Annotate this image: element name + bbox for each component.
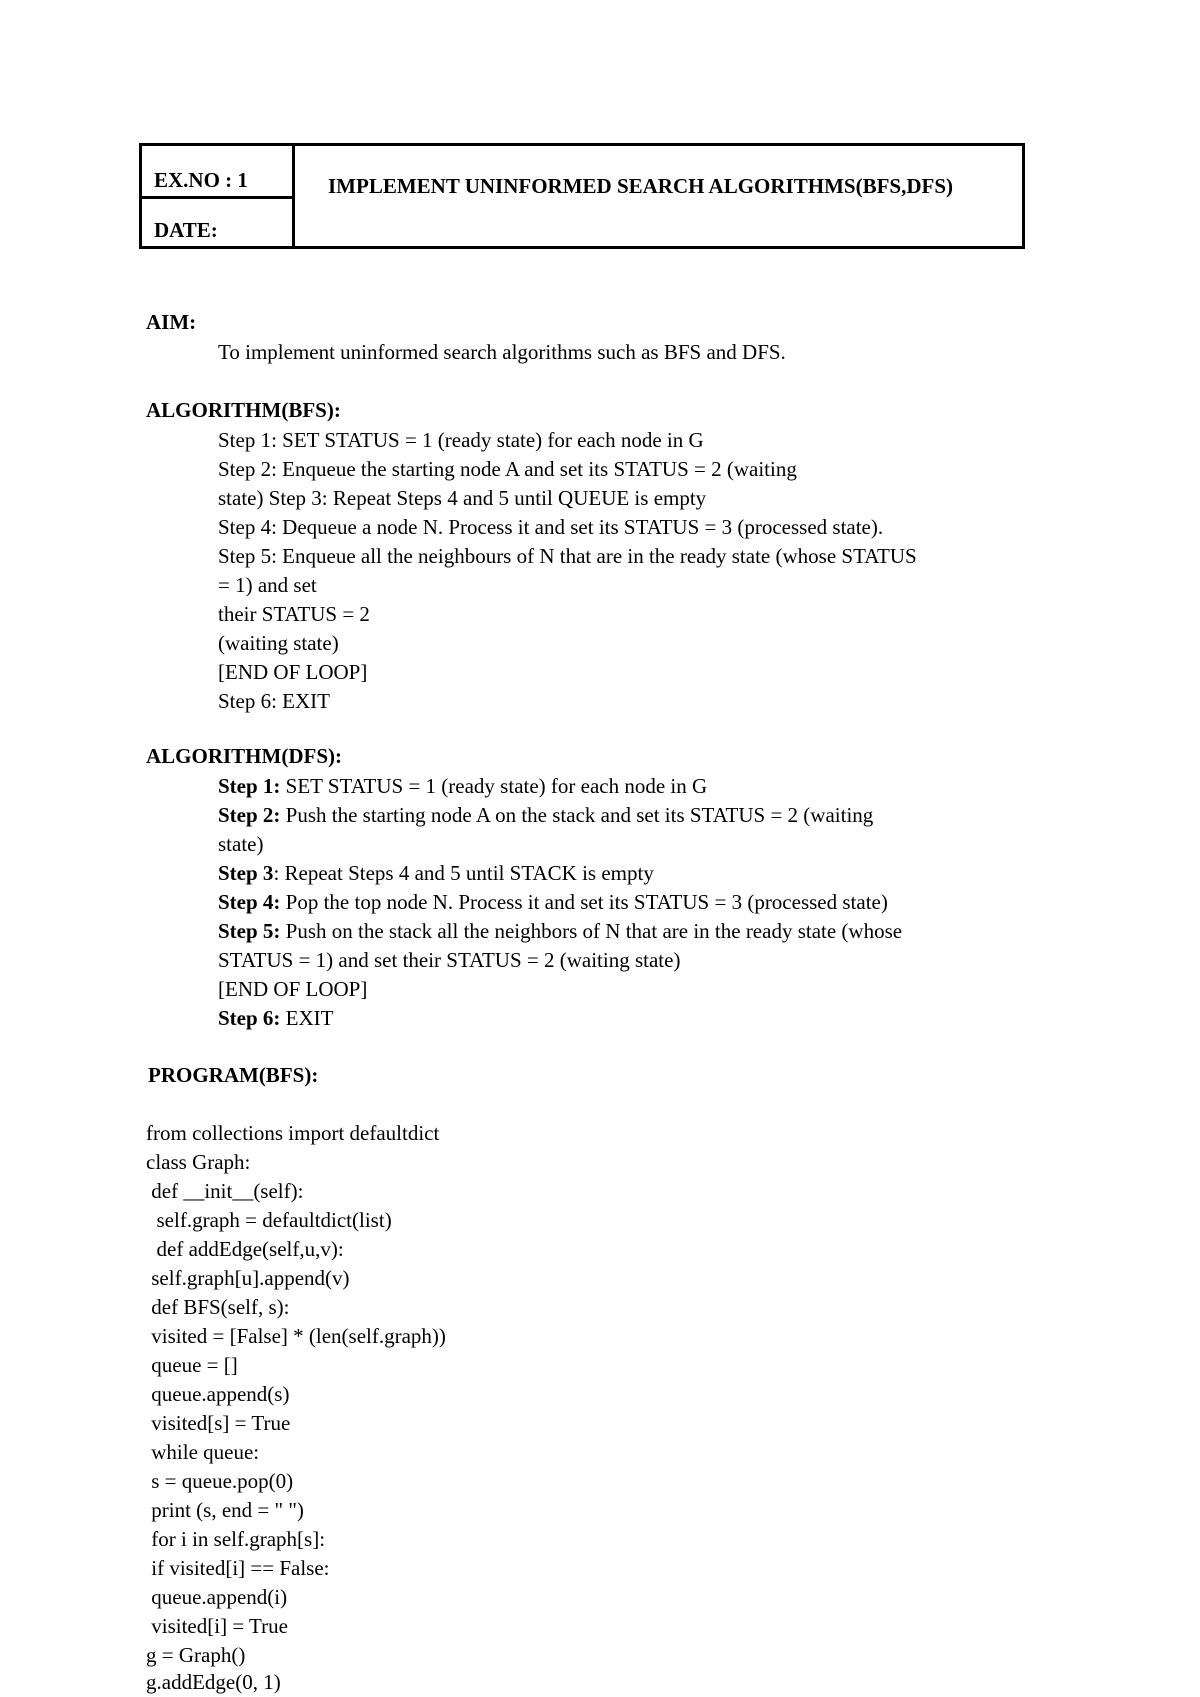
code-line: class Graph: <box>146 1150 251 1174</box>
dfs-step-line <box>218 803 873 827</box>
code-line: self.graph[u].append(v) <box>146 1266 350 1290</box>
code-line: def __init__(self): <box>146 1179 304 1203</box>
dfs-step-line <box>218 977 367 1001</box>
code-line: while queue: <box>146 1440 260 1464</box>
code-line: queue.append(s) <box>146 1382 290 1406</box>
dfs-step-text: Push the starting node A on the stack and set its STATUS = 2 (waiting <box>280 803 874 827</box>
table-divider-vertical <box>292 146 295 246</box>
code-line: visited = [False] * (len(self.graph)) <box>146 1324 446 1348</box>
bfs-step-line: (waiting state) <box>218 631 339 655</box>
bfs-step-line: Step 2: Enqueue the starting node A and set its STATUS = 2 (waiting <box>218 457 797 481</box>
bfs-step-line: Step 6: EXIT <box>218 689 330 713</box>
dfs-step-label: Step 3 <box>218 861 274 885</box>
dfs-step-label: Step 4: <box>218 890 281 914</box>
bfs-step-line: Step 1: SET STATUS = 1 (ready state) for each node in G <box>218 428 704 452</box>
exercise-number: EX.NO : 1 <box>154 168 248 192</box>
code-line: from collections import defaultdict <box>146 1121 440 1145</box>
code-line: queue = [] <box>146 1353 238 1377</box>
header-table <box>139 143 1025 249</box>
table-divider-horizontal <box>142 196 292 199</box>
dfs-step-text: SET STATUS = 1 (ready state) for each node in G <box>280 774 708 798</box>
dfs-step-text: STATUS = 1) and set their STATUS = 2 (waiting state) <box>218 948 681 972</box>
code-line: def BFS(self, s): <box>146 1295 290 1319</box>
dfs-step-line <box>218 832 263 856</box>
dfs-step-line <box>218 890 888 914</box>
dfs-step-text: EXIT <box>280 1006 334 1030</box>
dfs-step-label: Step 6: <box>218 1006 281 1030</box>
aim-text: To implement uninformed search algorithms such as BFS and DFS. <box>218 340 786 364</box>
code-line: g.addEdge(0, 1) <box>146 1670 281 1694</box>
code-line: if visited[i] == False: <box>146 1556 330 1580</box>
bfs-step-line: Step 5: Enqueue all the neighbours of N that are in the ready state (whose STATUS <box>218 544 917 568</box>
bfs-step-line: state) Step 3: Repeat Steps 4 and 5 until QUEUE is empty <box>218 486 707 510</box>
bfs-step-line: = 1) and set <box>218 573 317 597</box>
dfs-step-line <box>218 1006 334 1030</box>
dfs-step-text: state) <box>218 832 264 856</box>
exercise-title: IMPLEMENT UNINFORMED SEARCH ALGORITHMS(BFS,DFS) <box>328 174 953 198</box>
code-line: def addEdge(self,u,v): <box>146 1237 344 1261</box>
code-line: g = Graph() <box>146 1643 246 1667</box>
program-heading: PROGRAM(BFS): <box>148 1063 319 1087</box>
code-line: visited[s] = True <box>146 1411 291 1435</box>
dfs-algorithm-heading: ALGORITHM(DFS): <box>146 744 342 768</box>
code-line: print (s, end = " ") <box>146 1498 304 1522</box>
code-line: visited[i] = True <box>146 1614 288 1638</box>
bfs-step-line: their STATUS = 2 <box>218 602 370 626</box>
code-line: queue.append(i) <box>146 1585 288 1609</box>
code-line: s = queue.pop(0) <box>146 1469 294 1493</box>
dfs-step-line <box>218 919 902 943</box>
dfs-step-label: Step 2: <box>218 803 281 827</box>
dfs-step-text: [END OF LOOP] <box>218 977 368 1001</box>
aim-heading: AIM: <box>146 310 197 334</box>
code-line: for i in self.graph[s]: <box>146 1527 326 1551</box>
dfs-step-text: Pop the top node N. Process it and set its STATUS = 3 (processed state) <box>280 890 888 914</box>
dfs-step-text: Push on the stack all the neighbors of N that are in the ready state (whose <box>280 919 903 943</box>
code-line: self.graph = defaultdict(list) <box>146 1208 392 1232</box>
dfs-step-label: Step 5: <box>218 919 281 943</box>
bfs-algorithm-heading: ALGORITHM(BFS): <box>146 398 341 422</box>
bfs-step-line: [END OF LOOP] <box>218 660 368 684</box>
dfs-step-label: Step 1: <box>218 774 281 798</box>
bfs-step-line: Step 4: Dequeue a node N. Process it and set its STATUS = 3 (processed state). <box>218 515 884 539</box>
dfs-step-line <box>218 861 654 885</box>
dfs-step-line <box>218 948 680 972</box>
dfs-step-line <box>218 774 707 798</box>
date-label: DATE: <box>154 218 218 242</box>
dfs-step-text: : Repeat Steps 4 and 5 until STACK is empty <box>273 861 654 885</box>
